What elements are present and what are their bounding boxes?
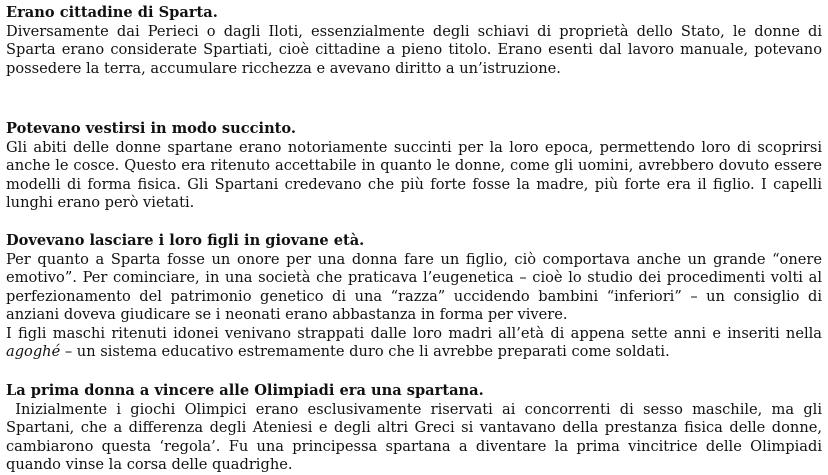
section-paragraph-agoge (6, 325, 822, 362)
section-clothing (6, 120, 822, 213)
section-children (6, 232, 822, 362)
section-heading: Erano cittadine di Sparta. (6, 4, 218, 21)
section-heading: La prima donna a vincere alle Olimpiadi era una spartana. (6, 382, 484, 399)
section-paragraph: Per quanto a Sparta fosse un onore per una donna fare un figlio, ciò comportava anche un grande “onere emotivo”. Per cominciare, in una società che praticava l’eugenetica – cioè lo studio dei procedimenti volti al perfezionamento del patrimonio genetico di una “razza” uccidendo bambini “inferiori” – un consiglio di anziani doveva giudicare se i neonati erano abbastanza in forma per vivere. (6, 250, 822, 323)
section-paragraph: Diversamente dai Perieci o dagli Iloti, essenzialmente degli schiavi di proprietà dello Stato, le donne di Sparta erano considerate Spartiati, cioè cittadine a pieno titolo. Erano esenti dal lavoro manuale, potevano possedere la terra, accumulare ricchezza e avevano diritto a un’istruzione. (6, 22, 822, 77)
section-citizens (6, 4, 822, 78)
section-paragraph: Gli abiti delle donne spartane erano notoriamente succinti per la loro epoca, permettendo loro di scoprirsi anche le cosce. Questo era ritenuto accettabile in quanto le donne, come gli uomini, avrebbero dovuto essere modelli di forma fisica. Gli Spartani credevano che più forte fosse la madre, più forte era il figlio. I capelli lunghi erano però vietati. (6, 138, 822, 211)
section-heading: Potevano vestirsi in modo succinto. (6, 120, 296, 137)
section-paragraph: Inizialmente i giochi Olimpici erano esclusivamente riservati ai concorrenti di sesso maschile, ma gli Spartani, che a differenza degli Ateniesi e degli altri Greci si vantavano della prestanza fisica delle donne, cambiarono questa ‘regola’. Fu una principessa spartana a diventare la prima vincitrice delle Olimpiadi quando vinse la corsa delle quadrighe. (6, 400, 827, 473)
section-olympics (6, 382, 827, 475)
paragraph-text-after: – un sistema educativo estremamente duro che li avrebbe preparati come soldati. (60, 343, 670, 360)
section-heading: Dovevano lasciare i loro figli in giovane età. (6, 232, 365, 249)
paragraph-text-before: I figli maschi ritenuti idonei venivano strappati dalle loro madri all’età di appena sette anni e inseriti nella (6, 324, 822, 342)
italic-term-agoge: agoghé (6, 343, 61, 360)
